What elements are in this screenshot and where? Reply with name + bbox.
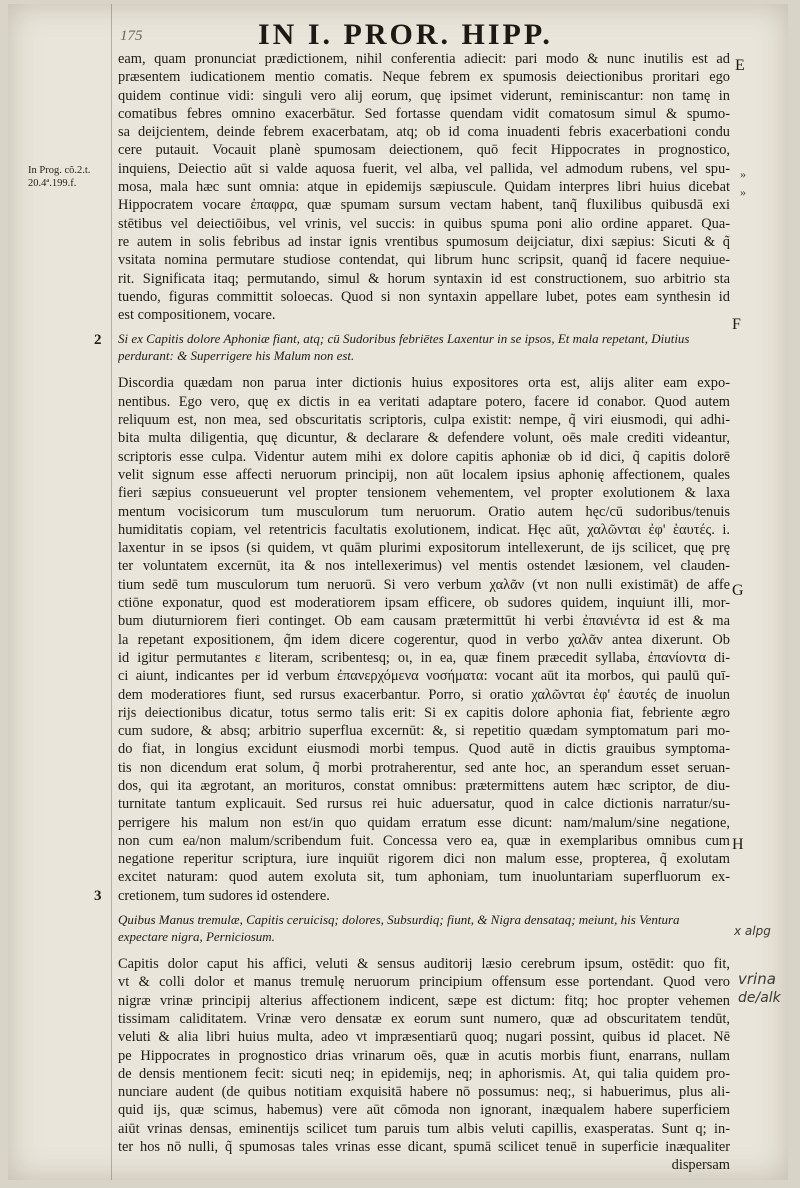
book-page [8,4,788,1180]
text-body [118,50,730,1175]
text-line: la repetant expositionem, q̃m idem dicere cogerentur, quod in verbo χαλᾶν antea dixerunt. Ob [118,631,730,648]
text-line: velit signum esse affecti neruorum principij, non aūt localem ipsius aphonię affectionem, quales [118,466,730,483]
text-line: præsentem iudicationem mentio comatis. Neque febrem ex spumosis deiectionibus proritari ego [118,69,730,86]
text-line: ter voluntatem excernūt, ita & nos intellexerimus) vel mentis ostendet læsionem, vel clauden- [118,558,730,575]
text-line: cum sudore, & absq; arbitrio superflua excernūt: &, si repetitio quædam symptomatum pari mo- [118,723,730,740]
catchword: dispersam [671,1157,730,1174]
text-line: sa deijcientem, deinde febrem exacerbatam, atq; ob id coma inuadenti febris exacerbationi condu [118,124,730,141]
text-line: fieri sæpius consueuerunt vel propter tensionem vehementem, vel propter exolutionem & laxa [118,485,730,502]
paragraph-1 [118,50,730,324]
text-line: ctiōne exponatur, quod est moderatiorem ipsam efficere, ob sudores quidem, inquiunt illi, mor- [118,595,730,612]
text-line: est compositionem, vocare. [118,307,276,324]
text-line: Hippocratem vocare ἐπαφρα, quæ spumam sursum vectam habent, tanq̃ fluxilibus quibusdā exi [118,197,730,214]
text-line: mentum vocisicorum tum musculorum tum neruorum. Oratio autem hęc/cū sudoribus/tenuis [118,503,730,520]
lemma-line: Si ex Capitis dolore Aphoniæ fiant, atq; cū Sudoribus febriētes Laxentur in se ipsos, Et mala repetant, Diutius [118,331,690,347]
running-head: IN I. PROR. HIPP. [258,18,553,51]
margin-reference-line: 20.4ª.199.f. [28,178,77,189]
text-line: nunciare audent (de quibus notitiam exquisitā habere nō possumus: neq;, si habuerimus, plus ali- [118,1084,730,1101]
section-number-2: 2 [94,332,102,348]
handwritten-note: x alpg [734,924,771,938]
margin-reference [28,164,90,190]
text-line: ter hos nō nulli, q̃ spumosas tales vrinas esse dicant, spumā scilicet tenuē in superficie inæqualiter [118,1139,730,1156]
text-line: id igitur permutantes ε literam, scribentesq; οι, in ea, quæ finem præcedit syllaba, ἐπανίοντα di- [118,649,730,666]
text-line: stētibus vel deiectiōibus, vel vrinis, vel succis: in quibus spuma poni alio ordine apparet. Qua- [118,215,730,232]
text-line: nentibus. Ego vero, quę ex dictis in ea veritati adaptare potero, facere id conabor. Quod autem [118,393,730,410]
text-line: comatibus febres omnino exacerbātur. Sed fortasse quendam vidit comatosum simul & spumo- [118,105,730,122]
section-number-3: 3 [94,888,102,904]
text-line: dos, qui ita ægrotant, an morituros, constat omnibus: prætermittens autem hæc scriptor, de diu- [118,777,730,794]
text-line: quidem continue vidi: singuli vero alij eorum, quę ipsimet viderunt, reminiscantur: non tamę in [118,87,730,104]
text-line: bita multa diligentia, quę dicuntur, & declarare & defendere volunt, oēs male crediti videantur, [118,430,730,447]
text-line: de densis mentionem fecit: sicuti neq; in epidemijs, neq; in aphorismis. At, qui talia quidem pro- [118,1065,730,1082]
paragraph-2 [118,374,730,905]
text-line: non cum ea/non malum/scribendum fuit. Concessa vero ea, quæ in exemplaribus omnibus cum [118,832,730,849]
text-line: vsitata nomina permutare studiose contendat, qui librum hunc scripsit, quanq̃ id facere nequiue- [118,252,730,269]
text-line: aiūt vrinas densas, eminentijs scilicet tum paruis tum albis veluti capillis, exasperatas. Sunt q; in- [118,1120,730,1137]
text-line: humiditatis copiam, vel retentricis facultatis exolutionem, indicat. Hęc aūt, χαλῶνται ἐφ' ἑαυτές. i. [118,521,730,538]
text-line: rijs deiectionibus dicatur, totus sermo talis erit: Si ex capitis dolore aphonia fiat, febriente ægro [118,704,730,721]
text-line: turnitate tantum explicauit. Sed rursus rei huic aduersatur, quod in calce dictionis narratur/su- [118,796,730,813]
text-line: perrigere his malum non est/in quo quidam erratum esse dicunt: nam/malum/sine negatione, [118,814,730,831]
margin-tick: » [740,185,746,199]
lemma-3 [118,911,730,945]
text-line: do fiat, in longius excidunt eiusmodi morbi tempus. Quod autē in dictis grauibus symptoma- [118,741,730,758]
text-line: pe Hippocrates in prognostico drias vrinarum oēs, quæ in acutis morbis fiunt, enarrans, nullam [118,1047,730,1064]
text-line: laxentur in se ipsos (si quidem, vt quām plurimi expositorum intellexerunt, de ijs scilicet, quę prę [118,540,730,557]
text-line: tissimam caliditatem. Vrinæ vero densatæ ex eorum sunt numero, quæ ad obscuritatem tendūt, [118,1010,730,1027]
handwritten-note: vrina [738,970,776,988]
text-line: cretionem, tum sudores id ostendere. [118,887,330,904]
text-line: eam, quam pronunciat prædictionem, nihil conferentia adiecit: pari modo & nunc inutilis est ad [118,51,730,67]
margin-rule [111,4,112,1180]
page-number: 175 [120,28,143,44]
text-line: scriptoris esse culpa. Videntur autem mihi ex dolore capitis aphoniæ ob id dici, q̃ capitis dolorē [118,448,730,465]
lemma-2 [118,330,730,364]
text-line: Discordia quædam non parua inter dictionis huius expositores orta est, alijs aliter eam expo- [118,375,730,392]
handwritten-note: de/alk [738,990,781,1006]
lemma-line: Quibus Manus tremulæ, Capitis ceruicisq; dolores, Subsurdiq; fiunt, & Nigra densataq; meiunt, his Ventura [118,912,680,928]
text-line: negatione reperitur scriptura, iure inquiūt rigorem dici non malum esse, propterea, q̃ exolutam [118,851,730,868]
text-line: bum diuturniorem fieri continget. Ob eam causam prætermittūt hi verbi ἐπανιέντα id est & ma [118,613,730,630]
text-line: cere putauit. Vocauit planè spumosam deiectionem, quō fecit Hippocrates in prognostico, [118,142,730,159]
text-line: ci aiunt, indicantes per id verbum ἐπανερχόμενα νοσήματα: vocant aūt ita morbos, qui paulū quī- [118,668,730,685]
lemma-line: perdurant: & Superrigere his Malum non est. [118,348,355,364]
text-line: tuendo, figuras committit soloecas. Quod si non syntaxin appellare lubet, potes eam synthesin id [118,288,730,305]
text-line: veluti & alia libri huius multa, adeo vt impræsentiarū quoq; nugari possint, quibus id placet. Nē [118,1029,730,1046]
text-line: reliquum est, non mea, sed obscuritatis scriptoris, culpa existit: nempe, q̃ viri eiusmodi, qui adhi- [118,412,730,429]
text-line: Capitis dolor caput his affici, veluti & sensus auditorij læsio cerebrum ipsum, ostēdit: quo fit, [118,956,730,973]
paragraph-3 [118,955,730,1175]
text-line: tis non dicendum erat solum, q̃ morbi protraherentur, sed ante hoc, an sperandum esset seruan- [118,759,730,776]
section-letter-f: F [732,316,741,333]
lemma-line: expectare nigra, Perniciosum. [118,929,275,945]
margin-reference-line: In Prog. cõ.2.t. [28,165,91,176]
text-line: inquiens, Deiectio aūt si valde aquosa fuerit, vel alba, vel pallida, vel admodum rubens, vel spu- [118,160,730,177]
section-letter-h: H [732,836,744,853]
text-line: excitet naturam: quod autem exoluta sit, tum aphoniam, tum inuoluntariam superfluorum ex- [118,869,730,886]
text-line: nigræ vrinæ principij alterius affectionem indicent, sæpe est dictum: fitq; hoc propter vehemen [118,992,730,1009]
section-letter-g: G [732,582,744,599]
text-line: dem moderatiores fiunt, sed rursus exacerbantur. Porro, si oratio χαλῶνται ἐφ' ἑαυτές de inuolun [118,686,730,703]
text-line: mosa, mala hæc sunt omnia: atque in epidemijs sæpiuscule. Quidam interpres libri huius dicebat [118,179,730,196]
text-line: quid ijs, quæ scimus, habemus) vere aūt cōmoda non ignorant, inæqualem habere superficiem [118,1102,730,1119]
text-line: rit. Significata itaq; permutando, simul & horum syntaxin id est constructionem, suo arbitrio sta [118,270,730,287]
text-line: re autem in solis febribus ad instar ignis vrentibus spumosum deijciatur, dixi sæpius: Sicuti & q̃ [118,233,730,250]
text-line: tium sedē tum musculorum tum neruorū. Si vero verbum χαλᾶν (vt non nulli existimāt) de affe [118,576,730,593]
section-letter-e: E [735,57,745,74]
text-line: vt & colli dolor et manus tremulę neruorum principium offensum esse portendant. Quod vero [118,974,730,991]
margin-tick: » [740,167,746,181]
